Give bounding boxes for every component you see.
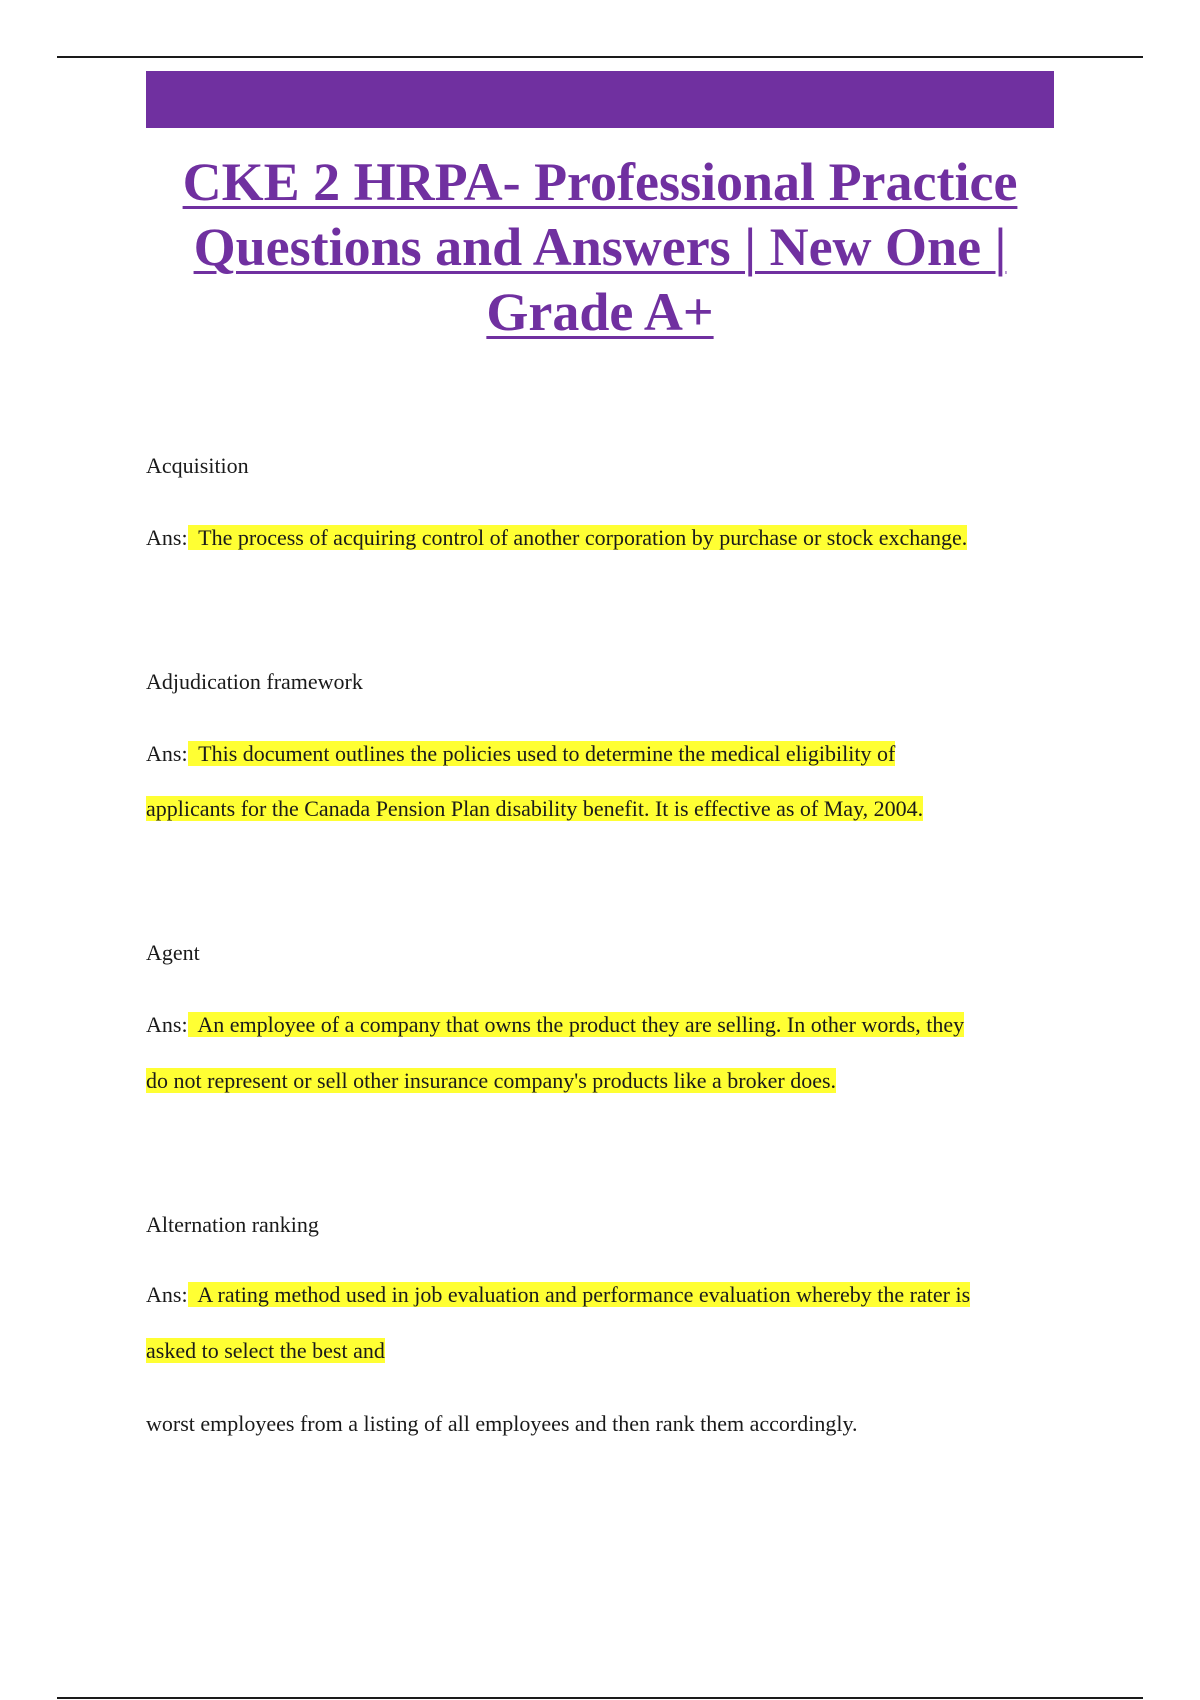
answer-line	[146, 523, 967, 553]
answer-line	[146, 1280, 970, 1310]
header-banner	[146, 71, 1054, 128]
answer-prefix: Ans:	[146, 1012, 188, 1037]
term-acquisition: Acquisition	[146, 453, 249, 478]
answer-text: A rating method used in job evaluation and performance evaluation whereby the rater is	[197, 1282, 971, 1307]
answer-text: An employee of a company that owns the product they are selling. In other words, they	[197, 1012, 965, 1037]
answer-prefix: Ans:	[146, 525, 188, 550]
answer-prefix: Ans:	[146, 1282, 188, 1307]
answer-text: do not represent or sell other insurance company's products like a broker does.	[146, 1068, 837, 1093]
answer-text: asked to select the best and	[146, 1338, 385, 1363]
top-rule	[57, 56, 1143, 58]
term-agent: Agent	[146, 940, 200, 965]
answer-text: applicants for the Canada Pension Plan disability benefit. It is effective as of May, 2004.	[146, 796, 924, 821]
document-title: CKE 2 HRPA- Professional Practice Questions and Answers | New One | Grade A+	[182, 152, 1018, 342]
answer-line	[146, 794, 923, 824]
answer-text: The process of acquiring control of another corporation by purchase or stock exchange.	[198, 525, 968, 550]
term-alternation-ranking: Alternation ranking	[146, 1212, 319, 1237]
answer-continuation: worst employees from a listing of all employees and then rank them accordingly.	[146, 1411, 858, 1436]
answer-line	[146, 1010, 964, 1040]
answer-prefix: Ans:	[146, 741, 188, 766]
answer-line	[146, 739, 895, 769]
term-adjudication-framework: Adjudication framework	[146, 669, 363, 694]
answer-text: This document outlines the policies used to determine the medical eligibility of	[198, 741, 896, 766]
answer-line	[146, 1066, 836, 1096]
answer-line	[146, 1336, 385, 1366]
bottom-rule	[57, 1697, 1143, 1699]
